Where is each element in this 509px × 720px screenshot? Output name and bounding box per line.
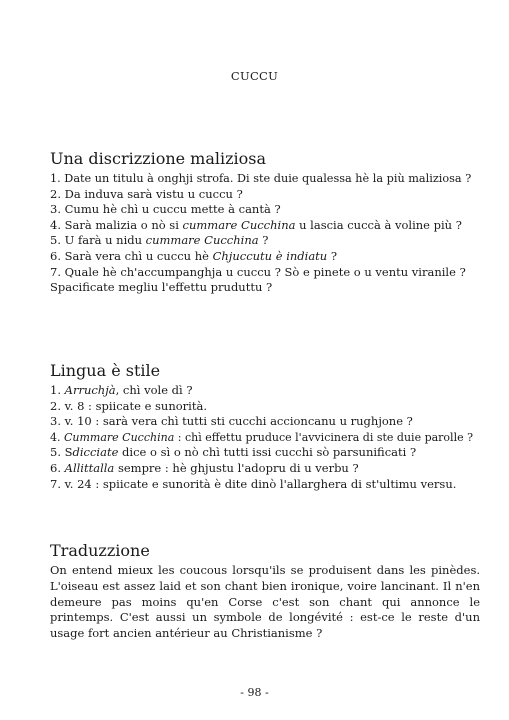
- text-run: 1.: [50, 383, 65, 397]
- section-description: [50, 149, 480, 296]
- text-run: ?: [258, 233, 269, 248]
- translation-text: On entend mieux les coucous lorsqu'ils se produisent dans les pinèdes. L'oiseau est assez laid et son chant bien ironique, voire lancinant. Il n'en demeure pas moins qu'en Corse c'est son chant qui annonce le printemps. C'est aussi un symbole de longévité : est-ce le reste d'un usage fort ancien antérieur au Christianisme ?: [50, 563, 480, 641]
- section-translation: [50, 541, 480, 642]
- question-item: [50, 445, 480, 461]
- question-item: [50, 399, 480, 415]
- text-run: 7. v. 24 : spiicate e sunorità è dite dinò l'allarghera di st'ultimu versu.: [50, 476, 457, 491]
- text-run: sempre : hè ghjustu l'adopru di u verbu ?: [114, 460, 359, 475]
- text-run: 6. Sarà vera chì u cuccu hè: [50, 248, 213, 263]
- question-item: [50, 202, 480, 218]
- question-item: [50, 265, 480, 281]
- text-run: dice o sì o nò chì tutti issi cucchi sò parsunificati ?: [118, 445, 417, 460]
- question-item: [50, 171, 480, 187]
- text-run: , chì vole dì ?: [115, 383, 193, 397]
- text-run: 2. Da induva sarà vistu u cuccu ?: [50, 186, 243, 201]
- text-run: 2. v. 8 : spiicate e sunorità.: [50, 398, 207, 413]
- question-item: [50, 414, 480, 430]
- text-run: 4. Sarà malizia o nò si: [50, 217, 183, 232]
- text-run: 1. Date un titulu à onghji strofa. Di ste duie qualessa hè la più maliziosa ?: [50, 172, 472, 185]
- section-heading: Lingua è stile: [50, 361, 161, 380]
- translation-paragraph: [50, 563, 480, 642]
- question-list: [50, 383, 480, 492]
- text-run: 6.: [50, 460, 65, 475]
- question-item: [50, 461, 480, 477]
- text-run: : chì effettu pruduce l'avvicinera di ste duie parolle ?: [174, 430, 473, 444]
- text-run: 5. U farà u nidu: [50, 233, 146, 248]
- text-run: 4.: [50, 430, 64, 444]
- text-run: 5. S: [50, 445, 73, 460]
- running-title: CUCCU: [230, 69, 279, 83]
- italic-text: Arruchjà: [64, 383, 116, 397]
- question-item: [50, 477, 480, 493]
- text-run: 7. Quale hè ch'accumpanghja u cuccu ? Sò e pinete o u ventu viranile ?: [50, 264, 466, 279]
- section-heading: Traduzzione: [50, 541, 150, 560]
- question-item: [50, 280, 480, 296]
- question-item: [50, 187, 480, 203]
- question-item: [50, 233, 480, 249]
- question-item: [50, 218, 480, 234]
- text-run: 3. Cumu hè chì u cuccu mette à cantà ?: [50, 202, 281, 217]
- text-run: Spacificate megliu l'effettu pruduttu ?: [50, 280, 273, 295]
- text-run: u lascia cuccà à voline più ?: [295, 217, 462, 232]
- section-heading: Una discrizzione maliziosa: [50, 149, 267, 168]
- italic-text: Chjuccutu è indiatu: [212, 248, 328, 263]
- italic-text: Allittalla: [64, 460, 115, 475]
- italic-text: dicciate: [72, 445, 119, 460]
- text-run: ?: [327, 248, 338, 263]
- italic-text: Cummare Cucchina: [64, 430, 175, 444]
- text-run: 3. v. 10 : sarà vera chì tutti sti cucchi accioncanu u rughjone ?: [50, 414, 413, 429]
- question-list: [50, 171, 480, 296]
- section-language-style: [50, 361, 480, 492]
- page-number: - 98 -: [240, 686, 269, 699]
- question-item: [50, 383, 480, 399]
- question-item: [50, 249, 480, 265]
- question-item: [50, 430, 480, 446]
- italic-text: cummare Cucchina: [182, 217, 296, 232]
- italic-text: cummare Cucchina: [145, 233, 259, 248]
